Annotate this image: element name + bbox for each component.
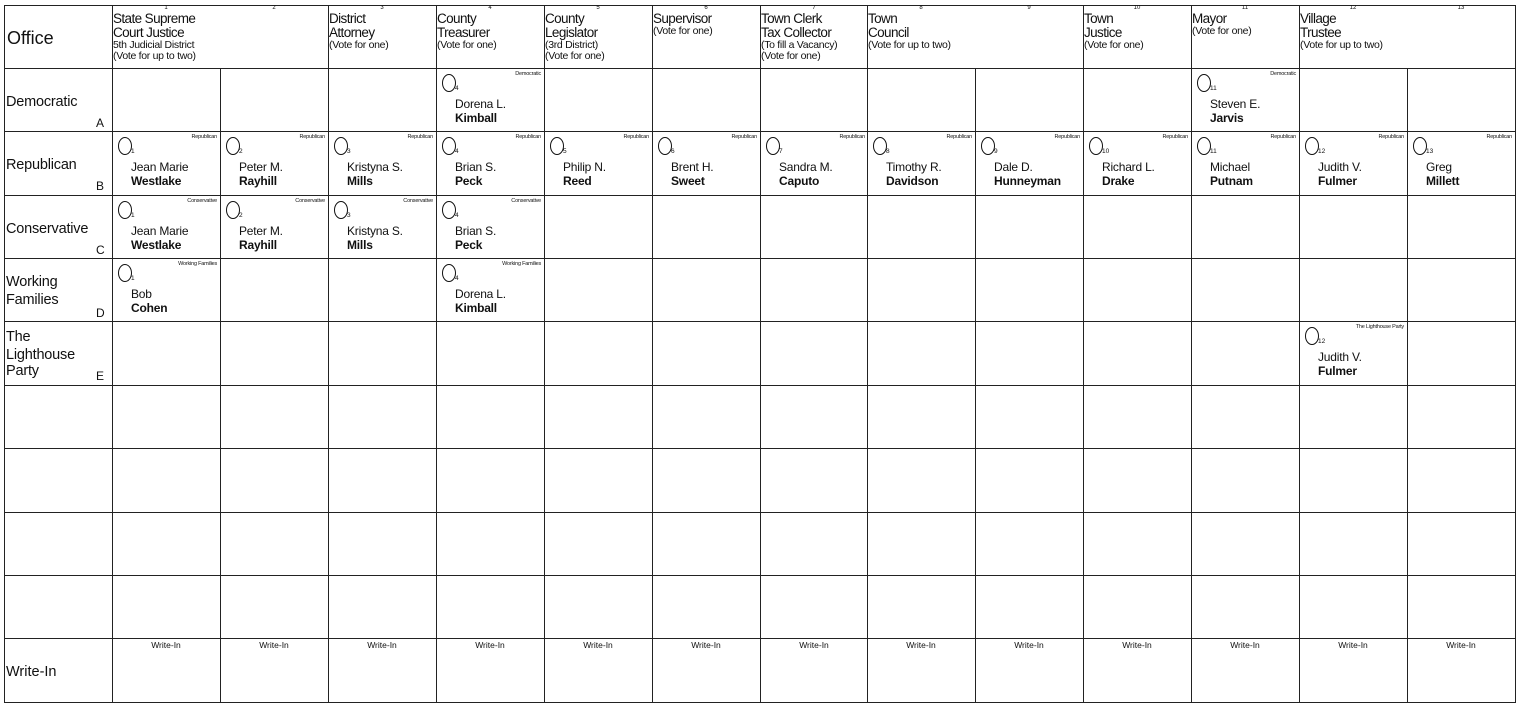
candidate-first-name: Jean Marie	[131, 160, 189, 174]
office-header	[1299, 5, 1407, 68]
party-tag: Conservative	[295, 198, 325, 204]
party-letter: E	[96, 369, 105, 383]
office-instructions: 5th Judicial District	[113, 39, 195, 51]
office-title-line: Council	[868, 25, 909, 40]
write-in-label: Write-In	[799, 640, 829, 650]
office-instructions: (Vote for up to two)	[113, 50, 196, 62]
party-name: The	[6, 329, 31, 345]
column-number: 2	[272, 5, 276, 11]
vote-oval[interactable]	[1197, 74, 1211, 92]
vote-oval[interactable]	[981, 137, 995, 155]
candidate-cell	[437, 69, 544, 131]
vote-oval[interactable]	[442, 264, 456, 282]
party-tag: Republican	[407, 134, 433, 140]
candidate-first-name: Dale D.	[994, 160, 1033, 174]
office-title-line: State Supreme	[113, 11, 196, 26]
vote-oval[interactable]	[550, 137, 564, 155]
party-name: Families	[6, 292, 59, 308]
candidate-last-name: Peck	[455, 174, 483, 188]
candidate-cell	[329, 132, 436, 194]
candidate-first-name: Peter M.	[239, 224, 283, 238]
candidate-last-name: Mills	[347, 174, 373, 188]
column-number: 5	[596, 5, 600, 11]
office-title	[113, 12, 196, 62]
office-instructions: (Vote for one)	[653, 25, 713, 37]
candidate-last-name: Jarvis	[1210, 111, 1244, 125]
column-divider	[112, 5, 113, 702]
office-header	[328, 5, 436, 68]
candidate-last-name: Rayhill	[239, 174, 277, 188]
candidate-cell	[976, 132, 1083, 194]
vote-oval[interactable]	[226, 201, 240, 219]
office-title-line: County	[437, 11, 477, 26]
candidate-cell	[653, 132, 760, 194]
write-in-label: Write-In	[1338, 640, 1368, 650]
write-in-field[interactable]	[220, 640, 328, 700]
office-header	[652, 5, 760, 68]
ballot-position-number: 13	[1426, 148, 1434, 155]
vote-oval[interactable]	[442, 74, 456, 92]
party-name: Lighthouse	[6, 347, 75, 363]
candidate-cell	[113, 132, 220, 194]
office-title-line: Mayor	[1192, 11, 1227, 26]
row-divider	[4, 575, 1515, 576]
office-instructions: (Vote for one)	[1192, 25, 1252, 37]
party-tag: Republican	[1054, 134, 1080, 140]
party-tag: The Lighthouse Party	[1355, 324, 1404, 330]
candidate-last-name: Westlake	[131, 238, 182, 252]
column-divider	[652, 5, 653, 702]
ballot-position-number: 11	[1210, 148, 1217, 155]
office-title	[1300, 12, 1383, 51]
write-in-field[interactable]	[652, 640, 760, 700]
write-in-label: Write-In	[906, 640, 936, 650]
candidate-first-name: Sandra M.	[779, 160, 833, 174]
office-title	[653, 12, 712, 37]
column-number: 12	[1349, 5, 1357, 11]
vote-oval[interactable]	[1413, 137, 1427, 155]
office-title-line: Village	[1300, 11, 1337, 26]
column-number: 13	[1457, 5, 1465, 11]
write-in-field[interactable]	[1299, 640, 1407, 700]
party-tag: Republican	[1162, 134, 1188, 140]
candidate-cell	[221, 196, 328, 258]
ballot-position-number: 1	[131, 212, 135, 219]
write-in-row-label: Write-In	[6, 664, 57, 680]
vote-oval[interactable]	[118, 137, 132, 155]
office-title	[437, 12, 496, 51]
write-in-label: Write-In	[1446, 640, 1476, 650]
candidate-first-name: Peter M.	[239, 160, 283, 174]
candidate-cell	[113, 196, 220, 258]
party-tag: Working Families	[502, 261, 541, 267]
column-number: 11	[1241, 5, 1249, 11]
write-in-field[interactable]	[975, 640, 1083, 700]
candidate-cell	[1192, 69, 1299, 131]
column-number: 3	[380, 5, 384, 11]
write-in-label: Write-In	[151, 640, 181, 650]
party-tag: Conservative	[187, 198, 217, 204]
office-title-line: Legislator	[545, 25, 598, 40]
office-header	[112, 5, 220, 68]
office-title	[1084, 12, 1143, 51]
office-instructions: (Vote for one)	[329, 39, 389, 51]
office-header	[544, 5, 652, 68]
party-name: Conservative	[6, 221, 89, 237]
office-instructions: (Vote for one)	[1084, 39, 1144, 51]
candidate-first-name: Richard L.	[1102, 160, 1155, 174]
candidate-cell	[437, 196, 544, 258]
party-letter: D	[96, 306, 105, 320]
candidate-cell	[1192, 132, 1299, 194]
office-header	[760, 5, 868, 68]
write-in-label: Write-In	[1230, 640, 1260, 650]
office-title-line: County	[545, 11, 585, 26]
office-header	[975, 5, 1083, 68]
candidate-first-name: Brent H.	[671, 160, 714, 174]
ballot-position-number: 5	[563, 148, 567, 155]
column-number: 7	[812, 5, 816, 11]
party-letter: B	[96, 179, 105, 193]
office-title-line: Treasurer	[437, 25, 490, 40]
column-number: 8	[919, 5, 923, 11]
party-name: Democratic	[6, 94, 78, 110]
ballot-position-number: 9	[994, 148, 998, 155]
column-divider	[328, 5, 329, 702]
office-title	[1192, 12, 1251, 37]
candidate-cell	[868, 132, 975, 194]
candidate-first-name: Dorena L.	[455, 287, 506, 301]
candidate-last-name: Reed	[563, 174, 592, 188]
office-title	[329, 12, 388, 51]
vote-oval[interactable]	[442, 137, 456, 155]
vote-oval[interactable]	[334, 201, 348, 219]
write-in-label: Write-In	[583, 640, 613, 650]
ballot-position-number: 7	[779, 148, 783, 155]
office-instructions: (Vote for up to two)	[868, 39, 951, 51]
candidate-last-name: Sweet	[671, 174, 705, 188]
ballot-position-number: 10	[1102, 148, 1110, 155]
party-tag: Republican	[731, 134, 757, 140]
party-name: Working	[6, 274, 58, 290]
office-header	[436, 5, 544, 68]
candidate-first-name: Kristyna S.	[347, 224, 403, 238]
candidate-first-name: Kristyna S.	[347, 160, 403, 174]
candidate-last-name: Westlake	[131, 174, 182, 188]
party-tag: Working Families	[178, 261, 217, 267]
candidate-last-name: Fulmer	[1318, 174, 1357, 188]
vote-oval[interactable]	[226, 137, 240, 155]
write-in-field[interactable]	[436, 640, 544, 700]
candidate-cell	[221, 132, 328, 194]
party-name: Republican	[6, 157, 77, 173]
party-tag: Democratic	[1270, 71, 1296, 77]
office-instructions: (To fill a Vacancy)	[761, 39, 838, 51]
party-tag: Republican	[946, 134, 972, 140]
office-title-line: Court Justice	[113, 25, 184, 40]
ballot-position-number: 4	[455, 212, 459, 219]
office-header	[1083, 5, 1191, 68]
office-title-line: District	[329, 11, 366, 26]
candidate-first-name: Bob	[131, 287, 152, 301]
office-instructions: (Vote for up to two)	[1300, 39, 1383, 51]
candidate-first-name: Brian S.	[455, 160, 497, 174]
office-header	[1407, 5, 1515, 68]
write-in-label: Write-In	[1122, 640, 1152, 650]
office-title	[761, 12, 837, 62]
candidate-last-name: Kimball	[455, 301, 497, 315]
ballot-position-number: 3	[347, 212, 351, 219]
row-divider	[4, 258, 1515, 259]
office-title-line: Tax Collector	[761, 25, 832, 40]
office-title	[545, 12, 604, 62]
office-title	[868, 12, 951, 51]
party-tag: Conservative	[511, 198, 541, 204]
write-in-label: Write-In	[1014, 640, 1044, 650]
vote-oval[interactable]	[442, 201, 456, 219]
ballot-position-number: 8	[886, 148, 890, 155]
column-number: 1	[164, 5, 168, 11]
write-in-field[interactable]	[1191, 640, 1299, 700]
office-header	[220, 5, 328, 68]
candidate-first-name: Steven E.	[1210, 97, 1261, 111]
write-in-label: Write-In	[259, 640, 289, 650]
column-divider	[760, 5, 761, 702]
write-in-field[interactable]	[328, 640, 436, 700]
office-instructions: (Vote for one)	[545, 50, 605, 62]
candidate-cell	[437, 132, 544, 194]
candidate-last-name: Putnam	[1210, 174, 1253, 188]
office-header	[1191, 5, 1299, 68]
candidate-last-name: Fulmer	[1318, 364, 1357, 378]
column-number: 9	[1027, 5, 1031, 11]
candidate-last-name: Peck	[455, 238, 483, 252]
office-instructions: (Vote for one)	[761, 50, 821, 62]
column-divider	[1083, 5, 1084, 702]
row-divider	[4, 321, 1515, 322]
office-label: Office	[7, 28, 54, 48]
office-title-line: Justice	[1084, 25, 1122, 40]
write-in-label: Write-In	[367, 640, 397, 650]
ballot-position-number: 2	[239, 212, 243, 219]
ballot-position-number: 2	[239, 148, 243, 155]
row-divider	[4, 385, 1515, 386]
candidate-last-name: Cohen	[131, 301, 168, 315]
candidate-first-name: Michael	[1210, 160, 1250, 174]
candidate-first-name: Greg	[1426, 160, 1452, 174]
candidate-first-name: Dorena L.	[455, 97, 506, 111]
candidate-cell	[545, 132, 652, 194]
ballot-position-number: 1	[131, 275, 135, 282]
vote-oval[interactable]	[1089, 137, 1103, 155]
row-divider	[4, 638, 1515, 639]
party-tag: Republican	[1270, 134, 1296, 140]
party-tag: Republican	[515, 134, 541, 140]
candidate-first-name: Timothy R.	[886, 160, 942, 174]
party-letter: A	[96, 116, 105, 130]
candidate-last-name: Rayhill	[239, 238, 277, 252]
candidate-first-name: Philip N.	[563, 160, 606, 174]
write-in-field[interactable]	[867, 640, 975, 700]
office-title-line: Supervisor	[653, 11, 712, 26]
candidate-cell	[761, 132, 868, 194]
candidate-last-name: Caputo	[779, 174, 820, 188]
ballot-position-number: 1	[131, 148, 135, 155]
write-in-label: Write-In	[475, 640, 505, 650]
vote-oval[interactable]	[334, 137, 348, 155]
party-name: Party	[6, 363, 39, 379]
vote-oval[interactable]	[658, 137, 672, 155]
party-tag: Republican	[623, 134, 649, 140]
party-tag: Republican	[299, 134, 325, 140]
ballot-position-number: 12	[1318, 338, 1326, 345]
party-tag: Democratic	[515, 71, 541, 77]
ballot-position-number: 4	[455, 275, 459, 282]
column-number: 10	[1133, 5, 1141, 11]
vote-oval[interactable]	[1305, 327, 1319, 345]
office-title-line: Trustee	[1300, 25, 1342, 40]
write-in-field[interactable]	[760, 640, 868, 700]
party-tag: Republican	[1486, 134, 1512, 140]
party-tag: Conservative	[403, 198, 433, 204]
write-in-field[interactable]	[1407, 640, 1515, 700]
office-title-line: Town	[1084, 11, 1114, 26]
office-title-line: Town	[868, 11, 898, 26]
candidate-cell	[113, 259, 220, 321]
ballot-position-number: 4	[455, 85, 459, 92]
party-tag: Republican	[839, 134, 865, 140]
candidate-cell	[437, 259, 544, 321]
column-divider	[544, 5, 545, 702]
candidate-cell	[1300, 322, 1407, 384]
write-in-field[interactable]	[112, 640, 220, 700]
office-title-line: Town Clerk	[761, 11, 822, 26]
candidate-last-name: Kimball	[455, 111, 497, 125]
vote-oval[interactable]	[1197, 137, 1211, 155]
candidate-cell	[1084, 132, 1191, 194]
ballot-position-number: 12	[1318, 148, 1326, 155]
party-letter: C	[96, 243, 105, 257]
vote-oval[interactable]	[873, 137, 887, 155]
candidate-first-name: Brian S.	[455, 224, 497, 238]
ballot-position-number: 11	[1210, 85, 1217, 92]
candidate-last-name: Hunneyman	[994, 174, 1061, 188]
vote-oval[interactable]	[766, 137, 780, 155]
write-in-field[interactable]	[544, 640, 652, 700]
office-header	[867, 5, 975, 68]
candidate-last-name: Millett	[1426, 174, 1460, 188]
candidate-cell	[1408, 132, 1515, 194]
write-in-label: Write-In	[691, 640, 721, 650]
column-divider	[867, 5, 868, 702]
candidate-first-name: Judith V.	[1318, 350, 1362, 364]
vote-oval[interactable]	[1305, 137, 1319, 155]
candidate-last-name: Drake	[1102, 174, 1135, 188]
candidate-first-name: Jean Marie	[131, 224, 189, 238]
write-in-field[interactable]	[1083, 640, 1191, 700]
candidate-cell	[329, 196, 436, 258]
ballot-position-number: 3	[347, 148, 351, 155]
column-number: 4	[488, 5, 492, 11]
vote-oval[interactable]	[118, 264, 132, 282]
vote-oval[interactable]	[118, 201, 132, 219]
candidate-cell	[1300, 132, 1407, 194]
office-title-line: Attorney	[329, 25, 375, 40]
candidate-last-name: Mills	[347, 238, 373, 252]
party-tag: Republican	[1378, 134, 1404, 140]
row-divider	[4, 448, 1515, 449]
candidate-last-name: Davidson	[886, 174, 939, 188]
office-instructions: (Vote for one)	[437, 39, 497, 51]
ballot-position-number: 6	[671, 148, 675, 155]
office-instructions: (3rd District)	[545, 39, 598, 51]
candidate-first-name: Judith V.	[1318, 160, 1362, 174]
column-number: 6	[704, 5, 708, 11]
ballot-position-number: 4	[455, 148, 459, 155]
party-tag: Republican	[191, 134, 217, 140]
row-divider	[4, 512, 1515, 513]
